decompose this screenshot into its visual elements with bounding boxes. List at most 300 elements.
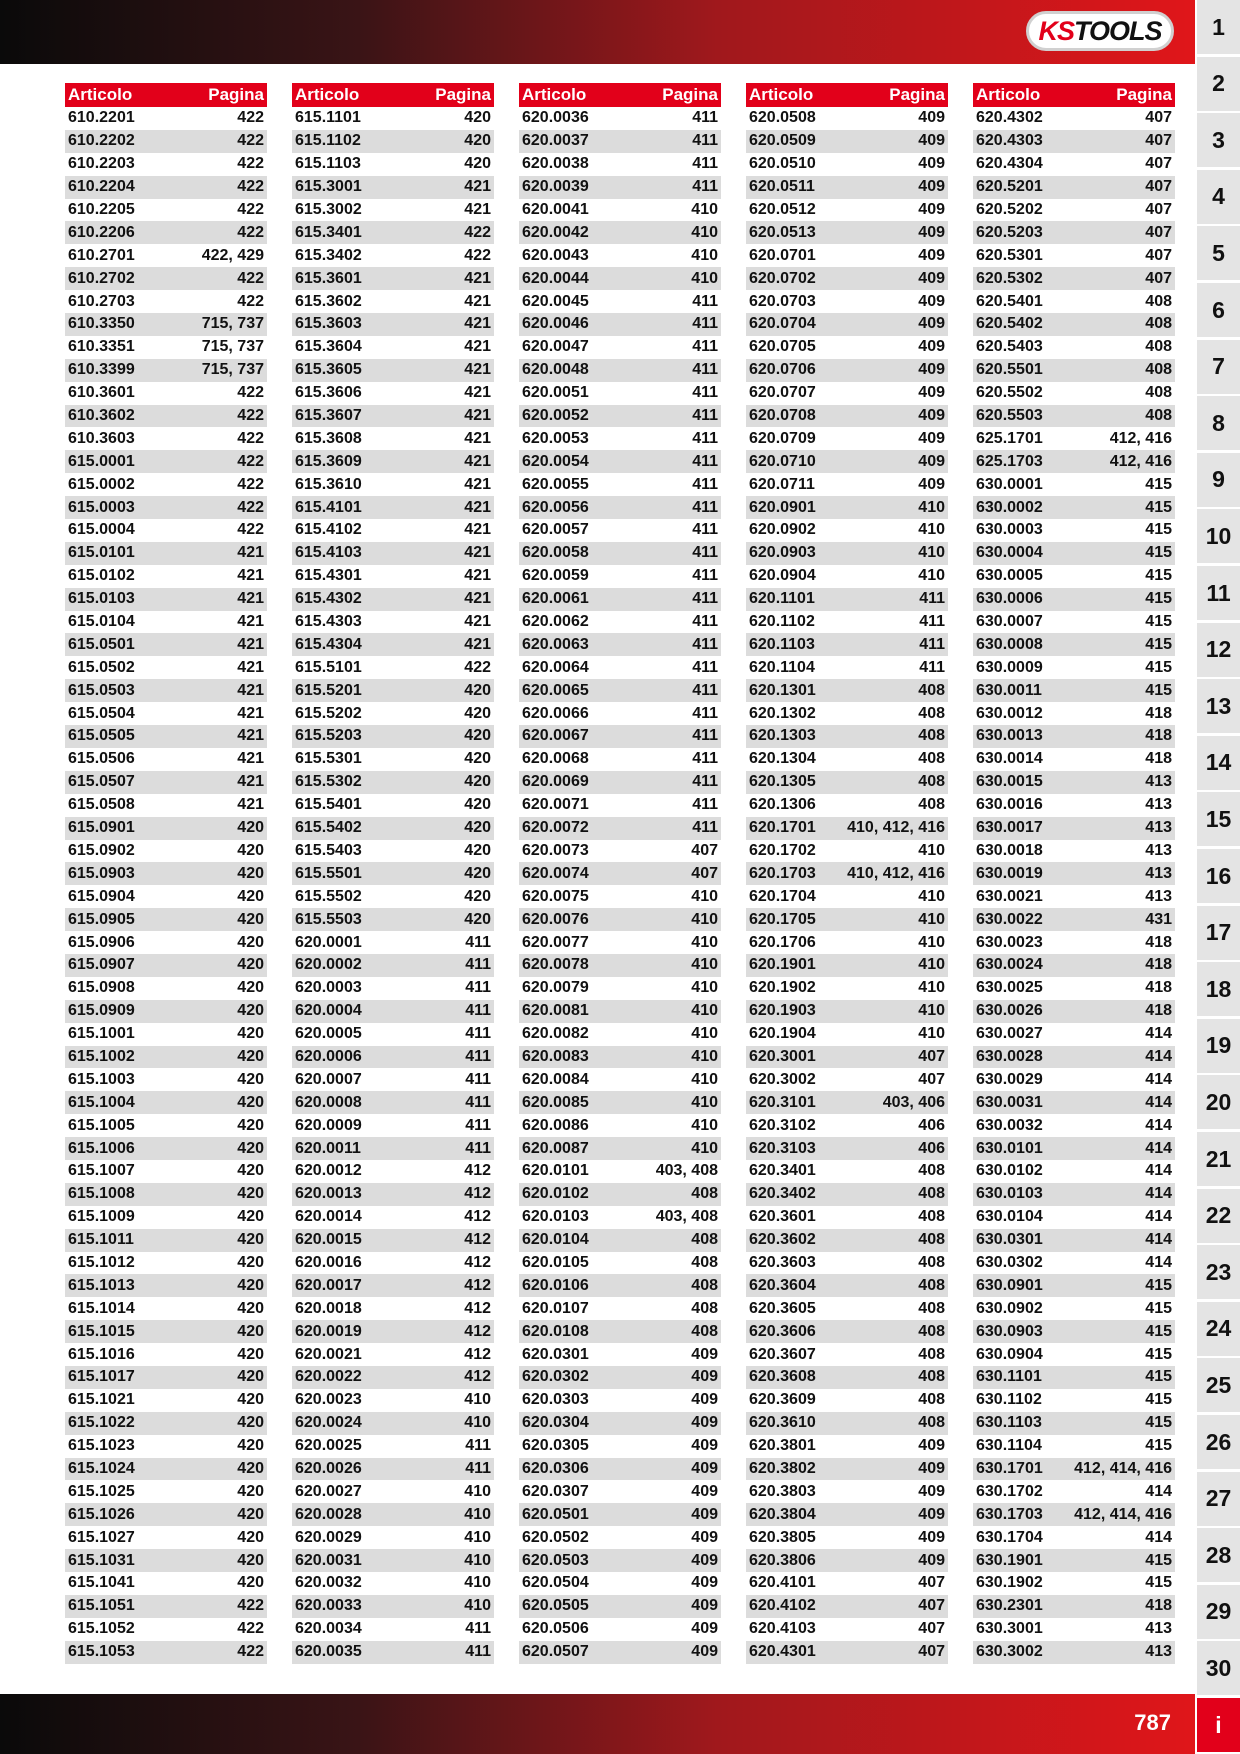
footer-bar — [0, 1694, 1195, 1754]
page-reference: 408 — [691, 1299, 718, 1317]
article-number: 610.3399 — [68, 361, 135, 379]
chapter-tab-11[interactable]: 11 — [1197, 566, 1240, 620]
article-number: 630.0001 — [976, 475, 1043, 493]
table-row — [973, 817, 1175, 840]
article-number: 615.5101 — [295, 658, 362, 676]
page-reference: 409 — [918, 1505, 945, 1523]
article-number: 620.0069 — [522, 773, 589, 791]
page-reference: 420 — [464, 132, 491, 150]
article-number: 620.1904 — [749, 1025, 816, 1043]
chapter-tab-28[interactable]: 28 — [1197, 1528, 1240, 1582]
article-number: 620.1302 — [749, 704, 816, 722]
table-row — [292, 885, 494, 908]
table-row — [292, 267, 494, 290]
chapter-tab-27[interactable]: 27 — [1197, 1472, 1240, 1526]
article-number: 620.0081 — [522, 1002, 589, 1020]
table-row — [292, 153, 494, 176]
article-number: 630.0023 — [976, 933, 1043, 951]
table-row — [292, 473, 494, 496]
article-number: 630.0014 — [976, 750, 1043, 768]
page-reference: 411 — [692, 773, 718, 791]
article-number: 610.2702 — [68, 269, 135, 287]
table-row — [746, 244, 948, 267]
page-reference: 409 — [691, 1414, 718, 1432]
page-reference: 409 — [918, 155, 945, 173]
page-reference: 411 — [692, 315, 718, 333]
table-row — [292, 382, 494, 405]
chapter-tab-3[interactable]: 3 — [1197, 113, 1240, 167]
article-number: 620.0027 — [295, 1482, 362, 1500]
table-row — [746, 725, 948, 748]
article-number: 620.0505 — [522, 1597, 589, 1615]
table-row — [519, 1068, 721, 1091]
page-reference: 413 — [1145, 1620, 1172, 1638]
article-number: 620.0504 — [522, 1574, 589, 1592]
page-reference: 715, 737 — [201, 338, 264, 356]
table-row — [65, 862, 267, 885]
page-reference: 421 — [464, 498, 491, 516]
header-article: Articolo — [522, 85, 587, 104]
column-header — [973, 83, 1175, 107]
page-reference: 420 — [464, 109, 491, 127]
table-row — [65, 1297, 267, 1320]
article-number: 615.0506 — [68, 750, 135, 768]
table-row — [65, 840, 267, 863]
page-reference: 411 — [692, 521, 718, 539]
article-number: 615.5403 — [295, 841, 362, 859]
article-number: 630.1902 — [976, 1574, 1043, 1592]
article-number: 620.0057 — [522, 521, 589, 539]
table-row — [746, 1252, 948, 1275]
table-row — [746, 153, 948, 176]
table-row — [746, 977, 948, 1000]
table-row — [519, 1435, 721, 1458]
page-reference: 412 — [464, 1185, 491, 1203]
chapter-tab-25[interactable]: 25 — [1197, 1358, 1240, 1412]
page-reference: 410 — [464, 1391, 491, 1409]
table-row — [746, 496, 948, 519]
table-row — [973, 840, 1175, 863]
page-reference: 412 — [464, 1276, 491, 1294]
page-reference: 431 — [1145, 910, 1172, 928]
page-reference: 421 — [237, 704, 264, 722]
article-number: 610.2203 — [68, 155, 135, 173]
table-row — [746, 519, 948, 542]
chapter-tab-14[interactable]: 14 — [1197, 736, 1240, 790]
page-reference: 411 — [692, 498, 718, 516]
article-number: 620.0012 — [295, 1162, 362, 1180]
article-number: 630.0028 — [976, 1047, 1043, 1065]
article-number: 620.0904 — [749, 567, 816, 585]
page-reference: 412 — [464, 1299, 491, 1317]
table-row — [519, 427, 721, 450]
page-reference: 412, 416 — [1109, 452, 1172, 470]
page-reference: 421 — [464, 384, 491, 402]
table-row — [519, 885, 721, 908]
page-reference: 409 — [691, 1437, 718, 1455]
table-row — [519, 473, 721, 496]
article-number: 630.0101 — [976, 1139, 1043, 1157]
table-row — [292, 1549, 494, 1572]
table-row — [973, 908, 1175, 931]
table-row — [746, 199, 948, 222]
article-number: 615.3001 — [295, 178, 362, 196]
table-row — [746, 1435, 948, 1458]
page-reference: 715, 737 — [201, 361, 264, 379]
table-row — [746, 633, 948, 656]
article-number: 620.0509 — [749, 132, 816, 150]
article-number: 630.0903 — [976, 1322, 1043, 1340]
chapter-tab-1[interactable]: 1 — [1197, 0, 1240, 54]
table-row — [973, 519, 1175, 542]
article-number: 615.1023 — [68, 1437, 135, 1455]
page-reference: 418 — [1145, 704, 1172, 722]
chapter-tab-18[interactable]: 18 — [1197, 962, 1240, 1016]
article-number: 620.5403 — [976, 338, 1043, 356]
article-number: 630.0002 — [976, 498, 1043, 516]
table-row — [519, 1000, 721, 1023]
info-tab[interactable]: i — [1197, 1698, 1240, 1752]
page-reference: 412, 414, 416 — [1074, 1505, 1172, 1523]
page-reference: 421 — [237, 658, 264, 676]
page-reference: 421 — [237, 727, 264, 745]
article-number: 630.1702 — [976, 1482, 1043, 1500]
table-row — [65, 1366, 267, 1389]
article-number: 615.1009 — [68, 1208, 135, 1226]
table-row — [65, 1595, 267, 1618]
article-number: 615.3402 — [295, 246, 362, 264]
table-row — [65, 931, 267, 954]
page-reference: 421 — [464, 292, 491, 310]
article-number: 630.0008 — [976, 635, 1043, 653]
page-reference: 420 — [237, 819, 264, 837]
table-row — [65, 817, 267, 840]
chapter-tab-15[interactable]: 15 — [1197, 792, 1240, 846]
page-reference: 411 — [692, 132, 718, 150]
page-reference: 421 — [464, 361, 491, 379]
table-row — [292, 519, 494, 542]
page-reference: 413 — [1145, 887, 1172, 905]
article-number: 630.1104 — [976, 1437, 1042, 1455]
table-row — [292, 1183, 494, 1206]
table-row — [519, 1023, 721, 1046]
chapter-tab-30[interactable]: 30 — [1197, 1641, 1240, 1695]
table-row — [746, 862, 948, 885]
article-number: 630.0012 — [976, 704, 1043, 722]
chapter-tab-8[interactable]: 8 — [1197, 396, 1240, 450]
article-number: 630.0003 — [976, 521, 1043, 539]
page-reference: 409 — [918, 269, 945, 287]
table-row — [746, 1549, 948, 1572]
article-number: 620.0064 — [522, 658, 589, 676]
table-row — [746, 1068, 948, 1091]
table-row — [519, 840, 721, 863]
page-reference: 411 — [692, 178, 718, 196]
article-number: 630.1703 — [976, 1505, 1043, 1523]
page-reference: 410, 412, 416 — [847, 864, 945, 882]
page-reference: 422 — [237, 429, 264, 447]
page-reference: 421 — [237, 544, 264, 562]
chapter-tab-19[interactable]: 19 — [1197, 1019, 1240, 1073]
table-row — [973, 633, 1175, 656]
article-number: 620.0707 — [749, 384, 816, 402]
page-reference: 409 — [918, 223, 945, 241]
table-row — [292, 1389, 494, 1412]
page-reference: 412 — [464, 1231, 491, 1249]
article-number: 620.0502 — [522, 1528, 589, 1546]
chapter-tab-23[interactable]: 23 — [1197, 1245, 1240, 1299]
chapter-tab-10[interactable]: 10 — [1197, 509, 1240, 563]
page-reference: 421 — [464, 521, 491, 539]
table-row — [292, 1343, 494, 1366]
header-page: Pagina — [208, 85, 264, 104]
article-number: 615.1026 — [68, 1505, 135, 1523]
table-row — [292, 862, 494, 885]
table-row — [519, 1503, 721, 1526]
table-row — [65, 679, 267, 702]
article-number: 620.1306 — [749, 796, 816, 814]
page-reference: 421 — [237, 613, 264, 631]
article-number: 620.0073 — [522, 841, 589, 859]
page-reference: 409 — [691, 1368, 718, 1386]
page-reference: 414 — [1145, 1070, 1172, 1088]
table-row — [519, 908, 721, 931]
article-number: 630.1704 — [976, 1528, 1043, 1546]
page-reference: 420 — [237, 1459, 264, 1477]
page-reference: 408 — [691, 1276, 718, 1294]
table-row — [519, 1091, 721, 1114]
chapter-tab-21[interactable]: 21 — [1197, 1132, 1240, 1186]
table-row — [746, 588, 948, 611]
table-row — [519, 748, 721, 771]
page-reference: 420 — [237, 933, 264, 951]
table-row — [292, 107, 494, 130]
article-number: 620.3802 — [749, 1459, 816, 1477]
table-row — [519, 931, 721, 954]
page-reference: 420 — [464, 796, 491, 814]
page-reference: 420 — [237, 1276, 264, 1294]
article-number: 620.0703 — [749, 292, 816, 310]
table-row — [65, 1114, 267, 1137]
page-reference: 422 — [237, 132, 264, 150]
chapter-tab-22[interactable]: 22 — [1197, 1189, 1240, 1243]
chapter-tab-5[interactable]: 5 — [1197, 226, 1240, 280]
article-number: 620.0078 — [522, 956, 589, 974]
table-row — [519, 244, 721, 267]
table-row — [65, 153, 267, 176]
article-number: 620.5402 — [976, 315, 1043, 333]
chapter-tabs — [1197, 0, 1240, 1754]
table-row — [65, 633, 267, 656]
article-number: 620.5301 — [976, 246, 1043, 264]
table-row — [65, 405, 267, 428]
chapter-tab-12[interactable]: 12 — [1197, 623, 1240, 677]
page-reference: 409 — [918, 1528, 945, 1546]
article-number: 620.0087 — [522, 1139, 589, 1157]
chapter-tab-7[interactable]: 7 — [1197, 340, 1240, 394]
page-reference: 415 — [1145, 613, 1172, 631]
chapter-tab-17[interactable]: 17 — [1197, 906, 1240, 960]
chapter-tab-29[interactable]: 29 — [1197, 1585, 1240, 1639]
page-reference: 421 — [464, 178, 491, 196]
article-number: 610.2703 — [68, 292, 135, 310]
article-number: 620.0903 — [749, 544, 816, 562]
page-reference: 410 — [464, 1482, 491, 1500]
table-row — [65, 1000, 267, 1023]
article-number: 615.1025 — [68, 1482, 135, 1500]
table-row — [65, 1068, 267, 1091]
page-reference: 415 — [1145, 635, 1172, 653]
page-reference: 407 — [1145, 132, 1172, 150]
table-row — [65, 496, 267, 519]
article-number: 615.5503 — [295, 910, 362, 928]
chapter-tab-20[interactable]: 20 — [1197, 1075, 1240, 1129]
article-number: 625.1701 — [976, 429, 1043, 447]
page-reference: 415 — [1145, 1551, 1172, 1569]
page-reference: 410 — [691, 223, 718, 241]
page-reference: 411 — [465, 1459, 491, 1477]
page-reference: 409 — [691, 1459, 718, 1477]
index-column-1 — [65, 83, 267, 1664]
article-number: 620.0077 — [522, 933, 589, 951]
table-row — [292, 817, 494, 840]
page-reference: 411 — [692, 407, 718, 425]
article-number: 620.0513 — [749, 223, 816, 241]
page-reference: 421 — [237, 681, 264, 699]
page-reference: 410 — [691, 887, 718, 905]
table-row — [973, 1023, 1175, 1046]
chapter-tab-26[interactable]: 26 — [1197, 1415, 1240, 1469]
article-number: 620.3606 — [749, 1322, 816, 1340]
article-number: 620.3801 — [749, 1437, 816, 1455]
page-reference: 420 — [237, 1299, 264, 1317]
article-number: 620.0075 — [522, 887, 589, 905]
page-reference: 407 — [691, 841, 718, 859]
page-reference: 410 — [918, 498, 945, 516]
page-reference: 407 — [918, 1070, 945, 1088]
article-number: 630.1901 — [976, 1551, 1043, 1569]
table-row — [292, 1229, 494, 1252]
page-reference: 418 — [1145, 727, 1172, 745]
article-number: 620.0067 — [522, 727, 589, 745]
page-reference: 409 — [691, 1505, 718, 1523]
table-row — [746, 1480, 948, 1503]
article-number: 615.4302 — [295, 590, 362, 608]
table-row — [65, 748, 267, 771]
table-row — [519, 565, 721, 588]
article-number: 620.0013 — [295, 1185, 362, 1203]
article-number: 620.0006 — [295, 1047, 362, 1065]
page-reference: 411 — [692, 452, 718, 470]
page-reference: 410 — [918, 910, 945, 928]
article-number: 630.0026 — [976, 1002, 1043, 1020]
table-row — [973, 1595, 1175, 1618]
page-reference: 420 — [464, 864, 491, 882]
article-number: 620.0083 — [522, 1047, 589, 1065]
table-row — [973, 1549, 1175, 1572]
table-row — [65, 1389, 267, 1412]
page-reference: 418 — [1145, 956, 1172, 974]
article-number: 620.1104 — [749, 658, 815, 676]
table-row — [973, 1412, 1175, 1435]
article-number: 630.0007 — [976, 613, 1043, 631]
article-number: 615.3601 — [295, 269, 362, 287]
page-reference: 420 — [237, 1253, 264, 1271]
table-row — [746, 1114, 948, 1137]
page-reference: 408 — [691, 1185, 718, 1203]
page-reference: 420 — [237, 1574, 264, 1592]
article-number: 620.0101 — [522, 1162, 589, 1180]
page-reference: 415 — [1145, 1322, 1172, 1340]
page-reference: 414 — [1145, 1093, 1172, 1111]
page-reference: 422, 429 — [201, 246, 264, 264]
page-reference: 411 — [465, 1139, 491, 1157]
chapter-tab-9[interactable]: 9 — [1197, 453, 1240, 507]
table-row — [292, 199, 494, 222]
table-row — [746, 1618, 948, 1641]
page-reference: 410 — [464, 1505, 491, 1523]
article-number: 620.0061 — [522, 590, 589, 608]
page-reference: 415 — [1145, 544, 1172, 562]
page-reference: 415 — [1145, 1437, 1172, 1455]
page-reference: 422 — [464, 223, 491, 241]
page-reference: 421 — [237, 796, 264, 814]
page-reference: 410 — [691, 269, 718, 287]
article-number: 620.0021 — [295, 1345, 362, 1363]
article-number: 620.0054 — [522, 452, 589, 470]
chapter-tab-24[interactable]: 24 — [1197, 1302, 1240, 1356]
page-reference: 409 — [691, 1391, 718, 1409]
page-reference: 410 — [691, 201, 718, 218]
chapter-tab-2[interactable]: 2 — [1197, 57, 1240, 111]
page-reference: 415 — [1145, 521, 1172, 539]
chapter-tab-16[interactable]: 16 — [1197, 849, 1240, 903]
page-reference: 411 — [919, 613, 945, 631]
table-row — [519, 382, 721, 405]
chapter-tab-6[interactable]: 6 — [1197, 283, 1240, 337]
page-reference: 422 — [237, 475, 264, 493]
table-row — [746, 107, 948, 130]
table-row — [65, 107, 267, 130]
table-row — [519, 1549, 721, 1572]
table-row — [519, 656, 721, 679]
table-row — [519, 977, 721, 1000]
article-number: 630.1102 — [976, 1391, 1042, 1409]
page-reference: 420 — [464, 841, 491, 859]
article-number: 620.1902 — [749, 979, 816, 997]
table-row — [746, 1160, 948, 1183]
page-reference: 407 — [1145, 246, 1172, 264]
table-row — [519, 542, 721, 565]
page-reference: 415 — [1145, 1414, 1172, 1432]
chapter-tab-4[interactable]: 4 — [1197, 170, 1240, 224]
article-number: 630.0021 — [976, 887, 1043, 905]
article-number: 620.5503 — [976, 407, 1043, 425]
article-number: 620.0026 — [295, 1459, 362, 1477]
page-reference: 410 — [691, 1116, 718, 1134]
page-reference: 411 — [465, 1047, 491, 1065]
page-reference: 409 — [918, 1459, 945, 1477]
page-reference: 415 — [1145, 1299, 1172, 1317]
page-reference: 407 — [1145, 269, 1172, 287]
article-number: 615.1031 — [68, 1551, 135, 1569]
table-row — [519, 633, 721, 656]
page-reference: 418 — [1145, 1002, 1172, 1020]
article-number: 610.3351 — [68, 338, 135, 356]
article-number: 620.0025 — [295, 1437, 362, 1455]
chapter-tab-13[interactable]: 13 — [1197, 679, 1240, 733]
table-row — [292, 1572, 494, 1595]
